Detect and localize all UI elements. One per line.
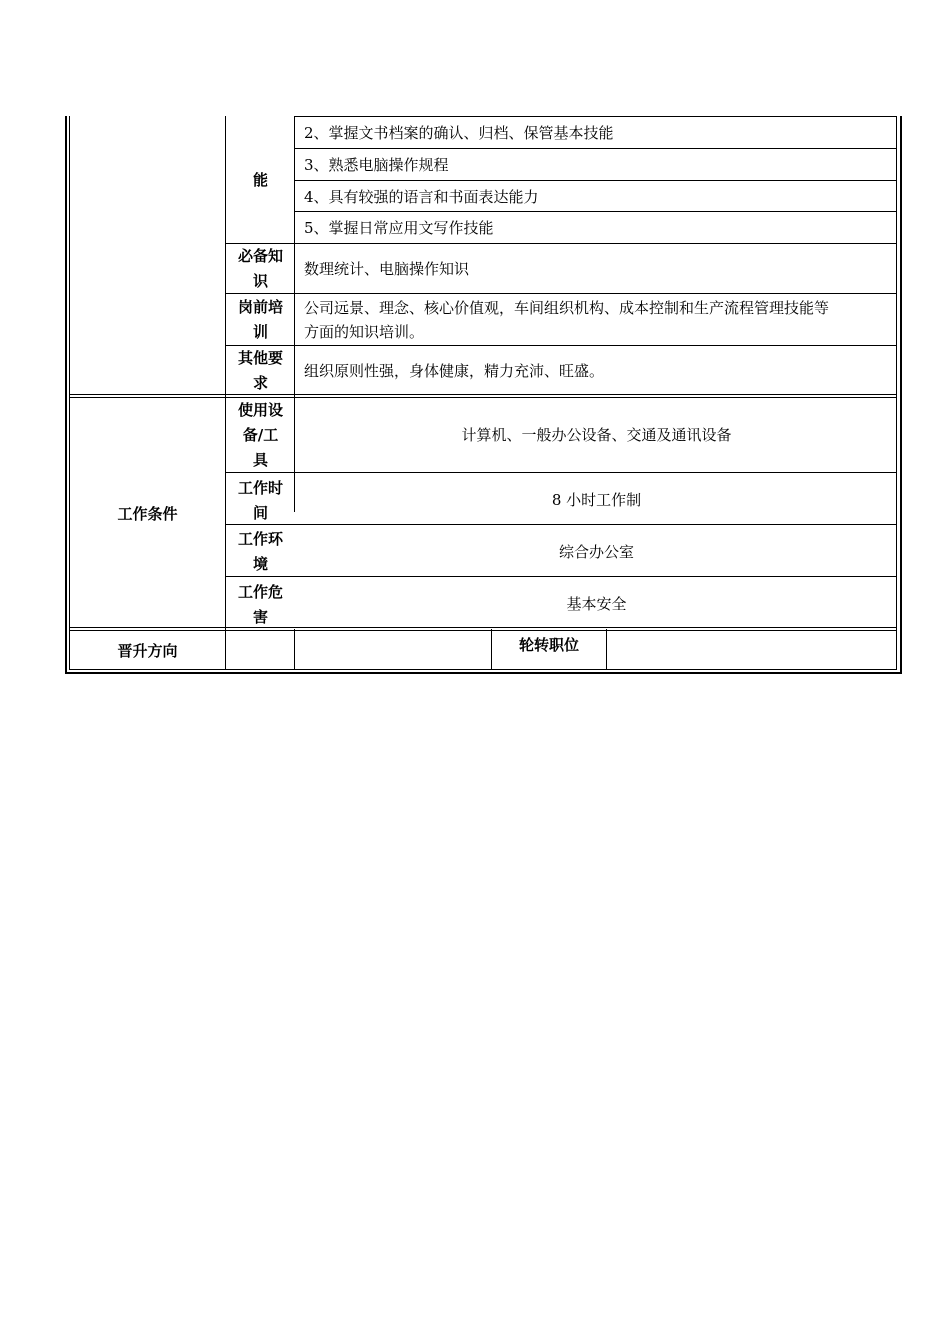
- work-environment-value: 综合办公室: [558, 543, 634, 561]
- ability-item-4: 4、具有较强的语言和书面表达能力: [304, 188, 539, 206]
- work-hours-label: 工作时 间: [237, 479, 283, 522]
- ability-label: 能: [252, 171, 268, 189]
- other-requirements-label: 其他要 求: [237, 349, 283, 392]
- work-environment-label: 工作环 境: [237, 530, 283, 573]
- work-hours-value: 8 小时工作制: [551, 491, 642, 509]
- ability-item-2: 2、掌握文书档案的确认、归档、保管基本技能: [304, 124, 614, 142]
- other-requirements-value: 组织原则性强，身体健康，精力充沛、旺盛。: [304, 362, 605, 380]
- work-conditions-label: 工作条件: [117, 505, 178, 523]
- work-hazard-label: 工作危 害: [237, 583, 283, 626]
- required-knowledge-label: 必备知 识: [237, 247, 283, 290]
- equipment-label: 使用设 备/工 具: [237, 401, 283, 469]
- ability-item-5: 5、掌握日常应用文写作技能: [304, 219, 494, 237]
- pre-training-value-line1: 公司远景、理念、核心价值观，车间组织机构、成本控制和生产流程管理技能等: [304, 299, 830, 317]
- required-knowledge-value: 数理统计、电脑操作知识: [304, 260, 470, 278]
- ability-item-3: 3、熟悉电脑操作规程: [304, 156, 449, 174]
- pre-training-label: 岗前培 训: [237, 298, 283, 341]
- work-hazard-value: 基本安全: [566, 595, 627, 613]
- equipment-value: 计算机、一般办公设备、交通及通讯设备: [461, 426, 732, 444]
- rotation-position-label: 轮转职位: [518, 636, 579, 654]
- pre-training-value-line2: 方面的知识培训。: [304, 323, 425, 341]
- promotion-label: 晋升方向: [117, 642, 178, 660]
